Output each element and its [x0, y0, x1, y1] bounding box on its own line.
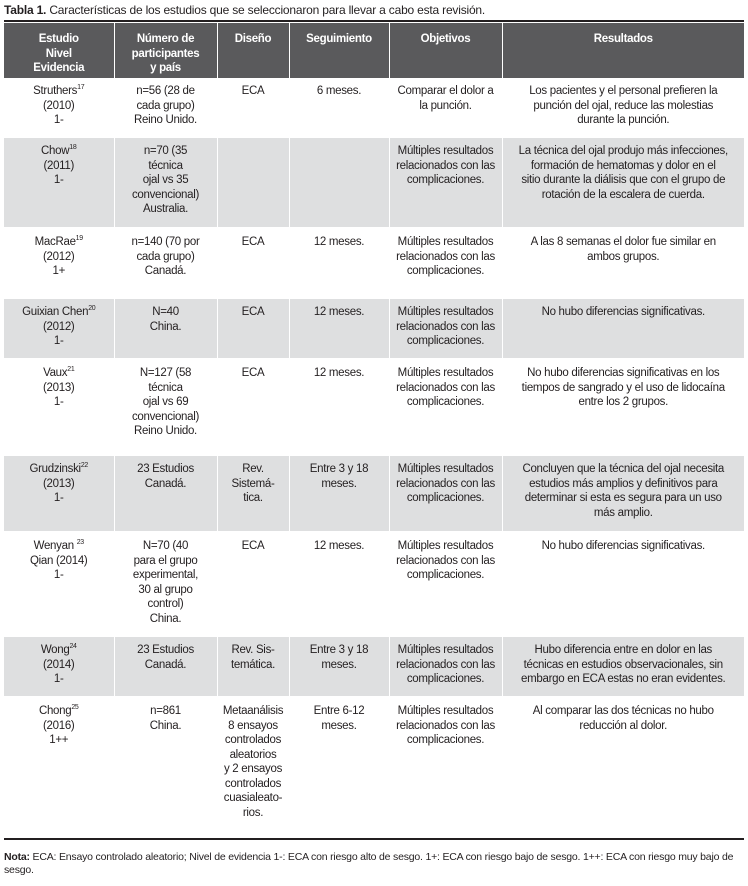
cell-study: [4, 532, 114, 636]
cell-participants: n=861 China.: [114, 697, 217, 825]
cell-study: [4, 697, 114, 825]
reference: 24: [69, 643, 77, 651]
cell-objective: Múltiples resultados relacionados con las complicaciones.: [389, 636, 502, 697]
header-participantes: Número de participantes y país: [114, 23, 217, 78]
author: Struthers: [33, 85, 78, 97]
cell-participants: N=40 China.: [114, 298, 217, 359]
cell-followup: [289, 137, 389, 228]
year-level: (2016) 1++: [43, 719, 75, 746]
cell-objective: Múltiples resultados relacionados con las complicaciones.: [389, 228, 502, 298]
cell-design: ECA: [217, 298, 289, 359]
cell-participants: N=127 (58 técnica ojal vs 69 convencional) Reino Unido.: [114, 359, 217, 455]
cell-design: Metaanálisis 8 ensayos controlados aleatorios y 2 ensayos controlados cuasialeato- rios.: [217, 697, 289, 825]
year-level: (2011) 1-: [43, 159, 75, 186]
cell-followup: Entre 6-12 meses.: [289, 697, 389, 825]
table-row: [4, 359, 744, 455]
author: Wenyan: [33, 540, 77, 552]
author: Wong: [40, 644, 70, 656]
header-estudio: Estudio Nivel Evidencia: [4, 23, 114, 78]
cell-objective: Múltiples resultados relacionados con las complicaciones.: [389, 359, 502, 455]
cell-study: [4, 455, 114, 532]
reference: 23: [76, 539, 84, 547]
table-row: [4, 636, 744, 697]
studies-table: [4, 23, 744, 826]
cell-followup: 12 meses.: [289, 359, 389, 455]
cell-result: No hubo diferencias significativas.: [502, 298, 744, 359]
table-row: [4, 137, 744, 228]
cell-result: No hubo diferencias significativas en los tiempos de sangrado y el uso de lidocaína entre los 2 grupos.: [502, 359, 744, 455]
header-resultados: Resultados: [502, 23, 744, 78]
table-row: [4, 298, 744, 359]
reference: 22: [80, 462, 88, 470]
cell-objective: Comparar el dolor a la punción.: [389, 78, 502, 137]
cell-study: [4, 137, 114, 228]
reference: 17: [77, 84, 85, 92]
table-row: [4, 228, 744, 298]
author: Guixian Chen: [22, 306, 89, 318]
table-row: [4, 532, 744, 636]
year-level: (2012) 1-: [43, 320, 75, 347]
table-row: [4, 78, 744, 137]
cell-result: Los pacientes y el personal prefieren la punción del ojal, reduce las molestias durante la punción.: [502, 78, 744, 137]
cell-design: ECA: [217, 228, 289, 298]
year-level: (2014) 1-: [43, 658, 75, 685]
reference: 20: [88, 305, 96, 313]
author: Chong: [38, 705, 72, 717]
cell-followup: 12 meses.: [289, 298, 389, 359]
cell-followup: Entre 3 y 18 meses.: [289, 455, 389, 532]
cell-design: Rev. Sistemá- tica.: [217, 455, 289, 532]
cell-participants: 23 Estudios Canadá.: [114, 455, 217, 532]
cell-followup: 12 meses.: [289, 228, 389, 298]
cell-study: [4, 636, 114, 697]
cell-followup: 12 meses.: [289, 532, 389, 636]
cell-objective: Múltiples resultados relacionados con las complicaciones.: [389, 532, 502, 636]
top-rule: [4, 20, 744, 22]
author: MacRae: [34, 236, 76, 248]
cell-followup: Entre 3 y 18 meses.: [289, 636, 389, 697]
cell-participants: n=140 (70 por cada grupo) Canadá.: [114, 228, 217, 298]
cell-objective: Múltiples resultados relacionados con las complicaciones.: [389, 697, 502, 825]
cell-result: Al comparar las dos técnicas no hubo reducción al dolor.: [502, 697, 744, 825]
cell-result: Hubo diferencia entre en dolor en las técnicas en estudios observacionales, sin embargo en ECA estas no eran evidentes.: [502, 636, 744, 697]
note-text: ECA: Ensayo controlado aleatorio; Nivel de evidencia 1-: ECA con riesgo alto de sesgo. 1+: ECA con riesgo bajo de sesgo. 1++: ECA con riesgo muy bajo de sesgo.: [4, 851, 734, 876]
reference: 21: [67, 366, 75, 374]
reference: 25: [71, 704, 79, 712]
table-caption-label: Tabla 1.: [4, 3, 47, 17]
header-diseno: Diseño: [217, 23, 289, 78]
cell-design: ECA: [217, 78, 289, 137]
year-level: (2012) 1+: [43, 250, 75, 277]
cell-result: No hubo diferencias significativas.: [502, 532, 744, 636]
table-caption-text: Características de los estudios que se seleccionaron para llevar a cabo esta revisión.: [46, 3, 486, 17]
cell-study: [4, 228, 114, 298]
cell-participants: n=56 (28 de cada grupo) Reino Unido.: [114, 78, 217, 137]
author: Chow: [41, 145, 70, 157]
bottom-rule: [4, 838, 744, 840]
header-row: [4, 23, 744, 78]
cell-participants: n=70 (35 técnica ojal vs 35 convencional) Australia.: [114, 137, 217, 228]
reference: 19: [75, 235, 83, 243]
note-label: Nota:: [4, 851, 30, 863]
cell-study: [4, 298, 114, 359]
cell-objective: Múltiples resultados relacionados con las complicaciones.: [389, 137, 502, 228]
table-note: [4, 851, 744, 877]
year-level: (2010) 1-: [43, 99, 75, 126]
cell-result: Concluyen que la técnica del ojal necesita estudios más amplios y definitivos para determinar si esta es segura para un uso más amplio.: [502, 455, 744, 532]
cell-design: [217, 137, 289, 228]
cell-followup: 6 meses.: [289, 78, 389, 137]
cell-result: La técnica del ojal produjo más infecciones, formación de hematomas y dolor en el sitio durante la diálisis que con el grupo de rotación de la escalera de cuerda.: [502, 137, 744, 228]
cell-design: ECA: [217, 359, 289, 455]
cell-participants: N=70 (40 para el grupo experimental, 30 al grupo control) China.: [114, 532, 217, 636]
reference: 18: [69, 144, 77, 152]
author: Grudzinski: [29, 463, 81, 475]
year-level: (2013) 1-: [43, 381, 75, 408]
cell-result: A las 8 semanas el dolor fue similar en ambos grupos.: [502, 228, 744, 298]
cell-objective: Múltiples resultados relacionados con las complicaciones.: [389, 455, 502, 532]
cell-study: [4, 359, 114, 455]
cell-design: Rev. Sis- temática.: [217, 636, 289, 697]
cell-participants: 23 Estudios Canadá.: [114, 636, 217, 697]
cell-study: [4, 78, 114, 137]
cell-objective: Múltiples resultados relacionados con las complicaciones.: [389, 298, 502, 359]
table-caption: [4, 3, 744, 18]
header-objetivos: Objetivos: [389, 23, 502, 78]
author: Vaux: [43, 367, 68, 379]
table-row: [4, 455, 744, 532]
header-seguimiento: Seguimiento: [289, 23, 389, 78]
year-level: (2013) 1-: [43, 477, 75, 504]
year-level: Qian (2014) 1-: [30, 554, 88, 581]
cell-design: ECA: [217, 532, 289, 636]
table-row: [4, 697, 744, 825]
